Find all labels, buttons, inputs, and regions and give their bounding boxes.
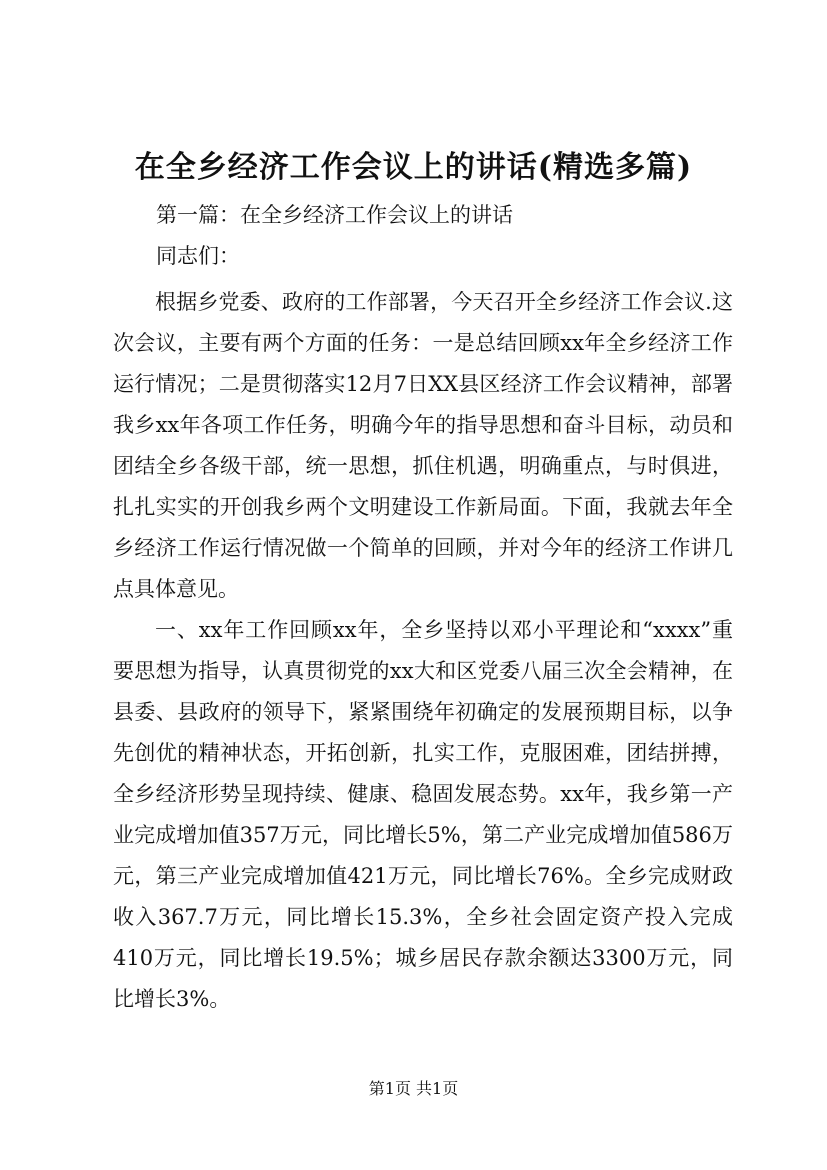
paragraph-2: 一、xx年工作回顾xx年，全乡坚持以邓小平理论和“xxxx”重要思想为指导，认真贯彻党的xx大和区党委八届三次全会精神，在县委、县政府的领导下，紧紧围绕年初确定的发展预期目标，以争先创优的精神状态，开拓创新，扎实工作，克服困难，团结拼搏，全乡经济形势呈现持续、健康、稳固发展态势。xx年，我乡第一产业完成增加值357万元，同比增长5%，第二产业完成增加值586万元，第三产业完成增加值421万元，同比增长76%。全乡完成财政收入367.7万元，同比增长15.3%，全乡社会固定资产投入完成410万元，同比增长19.5%；城乡居民存款余额达3300万元，同比增长3%。 bbox=[113, 618, 733, 1011]
document-subtitle: 第一篇：在全乡经济工作会议上的讲话 bbox=[156, 203, 513, 227]
page-footer: 第1页 共1页 bbox=[368, 1079, 459, 1098]
paragraph-1: 根据乡党委、政府的工作部署，今天召开全乡经济工作会议.这次会议，主要有两个方面的任务：一是总结回顾xx年全乡经济工作运行情况；二是贯彻落实12月7日XX县区经济工作会议精神，部署我乡xx年各项工作任务，明确今年的指导思想和奋斗目标，动员和团结全乡各级干部，统一思想，抓住机遇，明确重点，与时俱进，扎扎实实的开创我乡两个文明建设工作新局面。下面，我就去年全乡经济工作运行情况做一个简单的回顾，并对今年的经济工作讲几点具体意见。 bbox=[113, 290, 733, 601]
document-title: 在全乡经济工作会议上的讲话(精选多篇) bbox=[134, 150, 693, 185]
document-body bbox=[113, 282, 733, 1020]
salutation: 同志们： bbox=[156, 244, 240, 268]
